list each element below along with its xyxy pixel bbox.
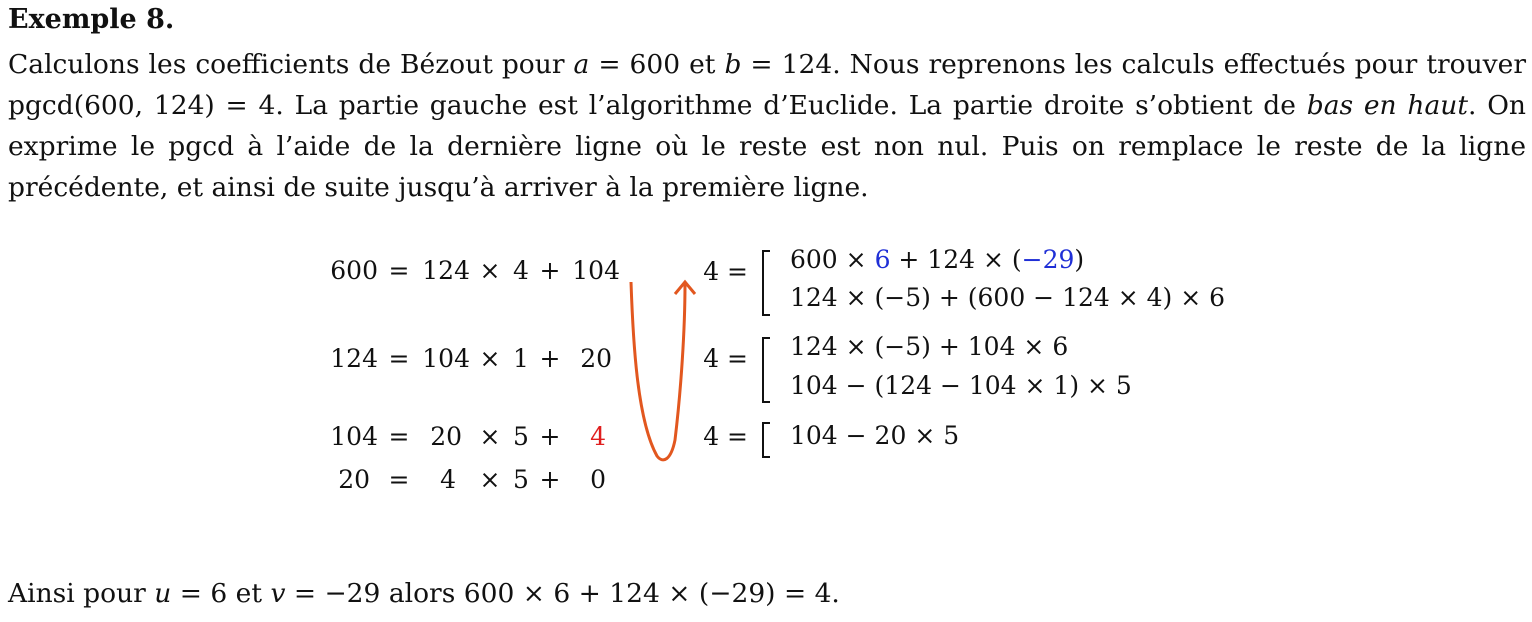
euclid-row-eq: = — [388, 256, 410, 285]
euclid-row-quotient: 1 — [513, 344, 529, 373]
euclid-row-quotient: 5 — [513, 422, 529, 451]
euclid-row-divisor: 20 — [430, 422, 462, 451]
euclid-row-times: × — [479, 422, 501, 451]
example-title: Exemple 8. — [8, 4, 175, 35]
euclid-row-times: × — [479, 256, 501, 285]
euclid-row-lhs: 124 — [330, 344, 378, 373]
euclid-row-eq: = — [388, 465, 410, 494]
euclid-row-divisor: 104 — [422, 344, 470, 373]
bezout-bracket — [762, 422, 770, 458]
euclid-row-times: × — [479, 344, 501, 373]
euclid-row-remainder-pgcd: 4 — [590, 422, 606, 451]
bezout-group1-line2: 124 × (−5) + (600 − 124 × 4) × 6 — [790, 283, 1226, 312]
euclid-row-quotient: 5 — [513, 465, 529, 494]
italic-phrase: bas en haut — [1306, 90, 1468, 121]
para-text-4: . On exprime le pgcd à l’aide de la dernière ligne où le reste est non nul. Puis on remplace le reste de la ligne précédente, et ainsi de suite jusqu’à arriver à la première ligne. — [8, 90, 1526, 203]
euclid-row-quotient: 4 — [513, 256, 529, 285]
bezout-bracket — [762, 337, 770, 403]
euclid-row-divisor: 124 — [422, 256, 470, 285]
var-b: b — [724, 49, 742, 80]
bezout-group1-line1 — [790, 245, 1084, 274]
euclid-row-remainder: 104 — [572, 256, 620, 285]
para-text-2: = 600 et — [589, 49, 725, 80]
bezout-coef-u: 6 — [874, 245, 891, 274]
bezout-coef-v: −29 — [1021, 245, 1075, 274]
conclusion — [8, 578, 840, 609]
concl-text-3: = −29 alors 600 × 6 + 124 × (−29) = 4. — [285, 578, 840, 609]
euclid-row-remainder: 0 — [590, 465, 606, 494]
concl-text-2: = 6 et — [171, 578, 271, 609]
bezout-text: ) — [1074, 245, 1085, 274]
euclid-row-lhs: 20 — [338, 465, 370, 494]
euclid-row-plus: + — [539, 422, 561, 451]
euclid-row-eq: = — [388, 422, 410, 451]
var-a: a — [573, 49, 590, 80]
euclid-row-divisor: 4 — [440, 465, 456, 494]
euclid-row-remainder: 20 — [580, 344, 612, 373]
euclid-row-plus: + — [539, 256, 561, 285]
euclid-row-plus: + — [539, 465, 561, 494]
euclid-row-eq: = — [388, 344, 410, 373]
bezout-text: 600 × — [790, 245, 875, 274]
bezout-lhs: 4 = — [703, 257, 748, 286]
para-text-3: = 124. Nous reprenons les calculs effectués pour trouver pgcd(600, 124) = 4. La partie gauche est l’algorithme d’Euclide. La partie droite s’obtient de — [8, 49, 1526, 121]
bezout-lhs: 4 = — [703, 344, 748, 373]
euclid-row-lhs: 600 — [330, 256, 378, 285]
euclid-row-plus: + — [539, 344, 561, 373]
euclid-row-times: × — [479, 465, 501, 494]
bezout-bracket — [762, 250, 770, 316]
euclid-row-lhs: 104 — [330, 422, 378, 451]
bezout-lhs: 4 = — [703, 422, 748, 451]
var-v: v — [270, 578, 286, 609]
bezout-group3-line1: 104 − 20 × 5 — [790, 421, 960, 450]
bezout-group2-line2: 104 − (124 − 104 × 1) × 5 — [790, 371, 1132, 400]
bezout-group2-line1: 124 × (−5) + 104 × 6 — [790, 332, 1069, 361]
para-text-1: Calculons les coefficients de Bézout pour — [8, 49, 574, 80]
concl-text-1: Ainsi pour — [8, 578, 155, 609]
bezout-text: + 124 × ( — [890, 245, 1022, 274]
var-u: u — [154, 578, 172, 609]
